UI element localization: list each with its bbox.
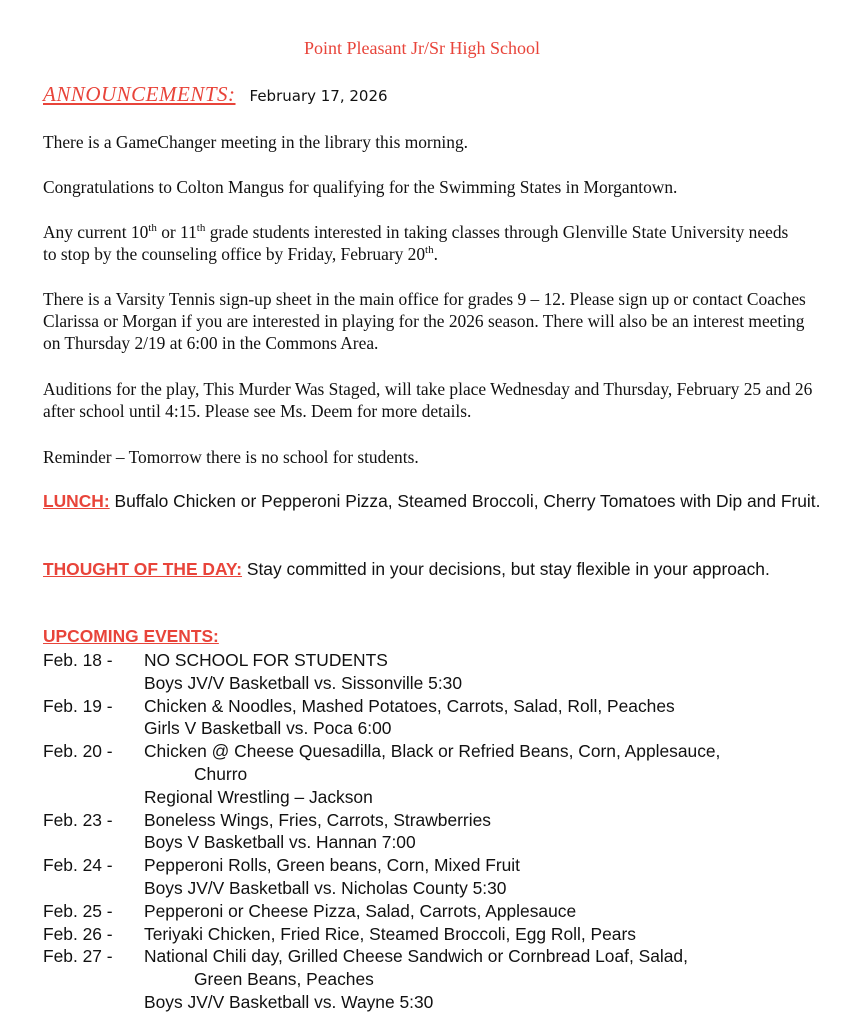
announcement-date: February 17, 2026 [249, 87, 388, 105]
event-date: Feb. 18 - [43, 650, 113, 670]
announcement-swimming: Congratulations to Colton Mangus for qualifying for the Swimming States in Morgantown. [43, 177, 678, 197]
event-line: Boys JV/V Basketball vs. Sissonville 5:30 [144, 672, 463, 693]
event-line: Regional Wrestling – Jackson [144, 786, 373, 807]
announcements-heading-row [43, 82, 388, 107]
lunch-label: LUNCH: [43, 491, 110, 511]
lunch-section [43, 490, 823, 512]
event-feb-20 [43, 740, 833, 808]
event-feb-19 [43, 695, 833, 741]
event-line: Chicken & Noodles, Mashed Potatoes, Carrots, Salad, Roll, Peaches [144, 695, 675, 716]
announcement-tennis: There is a Varsity Tennis sign-up sheet in the main office for grades 9 – 12. Please sign up or contact Coaches Clarissa or Morgan if you are interested in playing for the 2026 season. There will also be an interest meeting on Thursday 2/19 at 6:00 in the Commons Area. [43, 289, 806, 353]
glenville-text-2: or 11 [156, 222, 197, 242]
event-feb-27 [43, 945, 833, 1013]
announcement-auditions: Auditions for the play, This Murder Was Staged, will take place Wednesday and Thursday, February 25 and 26 after school until 4:15. Please see Ms. Deem for more details. [43, 379, 813, 421]
event-date: Feb. 27 - [43, 946, 113, 967]
lunch-text: Buffalo Chicken or Pepperoni Pizza, Steamed Broccoli, Cherry Tomatoes with Dip and Fruit. [109, 491, 821, 511]
glenville-text-1: Any current 10 [43, 222, 149, 242]
event-date: Feb. 24 - [43, 855, 113, 876]
event-date: Feb. 26 - [43, 923, 113, 944]
glenville-sup-1: th [148, 222, 157, 235]
glenville-sup-3: th [425, 244, 434, 257]
event-line: Boys V Basketball vs. Hannan 7:00 [144, 832, 416, 853]
glenville-sup-2: th [196, 222, 206, 235]
event-line: Girls V Basketball vs. Poca 6:00 [144, 718, 392, 739]
event-date: Feb. 25 - [43, 900, 113, 921]
event-line: Chicken @ Cheese Quesadilla, Black or Refried Beans, Corn, Applesauce, [144, 741, 721, 762]
event-line: Boys JV/V Basketball vs. Wayne 5:30 [144, 991, 434, 1012]
event-date: Feb. 20 - [43, 741, 113, 762]
upcoming-events-list [43, 649, 833, 1014]
event-feb-18 [43, 649, 833, 695]
event-feb-23 [43, 809, 833, 855]
event-feb-25 [43, 900, 833, 923]
thought-label: THOUGHT OF THE DAY: [43, 559, 243, 579]
glenville-text-4: . [433, 244, 438, 264]
event-feb-24 [43, 854, 833, 900]
event-line: National Chili day, Grilled Cheese Sandwich or Cornbread Loaf, Salad, [144, 946, 688, 967]
event-date: Feb. 19 - [43, 695, 113, 716]
event-line-continued: Green Beans, Peaches [194, 969, 374, 990]
event-line: Pepperoni or Cheese Pizza, Salad, Carrots, Applesauce [144, 900, 577, 921]
event-line: NO SCHOOL FOR STUDENTS [144, 650, 388, 670]
announcement-reminder: Reminder – Tomorrow there is no school for students. [43, 447, 419, 467]
announcements-label: ANNOUNCEMENTS: [43, 82, 236, 106]
event-line: Boneless Wings, Fries, Carrots, Strawberries [144, 809, 491, 830]
glenville-text-3: grade students interested in taking classes through Glenville State University needs to stop by the counseling office by Friday, February 20 [43, 222, 789, 264]
event-line: Boys JV/V Basketball vs. Nicholas County 5:30 [144, 877, 507, 898]
event-line: Pepperoni Rolls, Green beans, Corn, Mixed Fruit [144, 855, 521, 876]
announcement-gamechanger: There is a GameChanger meeting in the library this morning. [43, 132, 468, 152]
thought-section [43, 558, 803, 580]
event-date: Feb. 23 - [43, 809, 113, 830]
event-line: Teriyaki Chicken, Fried Rice, Steamed Broccoli, Egg Roll, Pears [144, 923, 636, 944]
announcement-glenville [43, 221, 803, 265]
school-name: Point Pleasant Jr/Sr High School [303, 38, 540, 58]
thought-text: Stay committed in your decisions, but stay flexible in your approach. [242, 559, 770, 579]
event-feb-26 [43, 923, 833, 946]
event-line-continued: Churro [194, 763, 248, 784]
upcoming-events-label: UPCOMING EVENTS: [43, 626, 219, 646]
